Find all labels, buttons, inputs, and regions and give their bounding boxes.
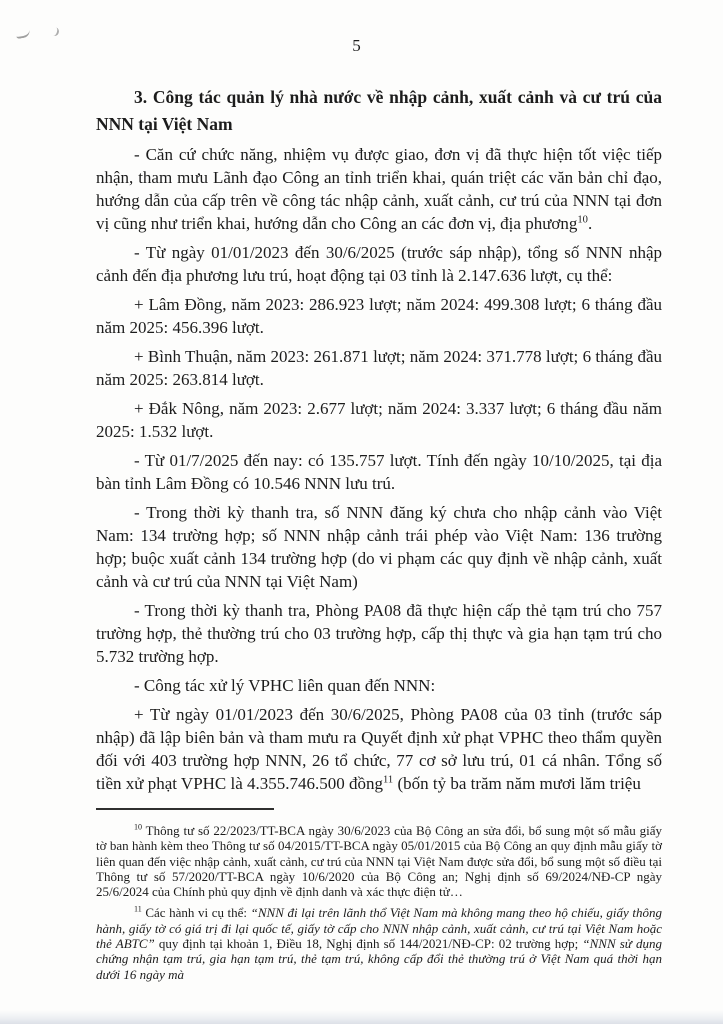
paragraph xyxy=(96,397,662,443)
paragraph xyxy=(96,449,662,495)
footnote-text: Các hành vi cụ thể: xyxy=(145,905,251,921)
paragraph-text: - Trong thời kỳ thanh tra, số NNN đăng ký chưa cho nhập cảnh vào Việt Nam: 134 trường hợp; số NNN nhập cảnh trái phép vào Việt Nam: 136 trường hợp; buộc xuất cảnh 134 trường hợp (do vi phạm các quy định về nhập cảnh, xuất cảnh và cư trú của NNN tại Việt Nam) xyxy=(96,503,662,591)
document-body xyxy=(96,84,662,801)
paragraph-text: (bốn tỷ ba trăm năm mươi lăm triệu xyxy=(393,774,641,793)
footnote xyxy=(96,905,662,981)
footnote-ref: 10 xyxy=(577,214,588,226)
footnote-text: “NNN đi lại trên lãnh thổ Việt Nam mà không mang theo hộ chiếu, giấy thông hành, giấy tờ có giá trị đi lại quốc tế, giấy tờ cấp cho NNN nhập cảnh, xuất cảnh, cư trú tại Việt Nam hoặc thẻ ABTC” xyxy=(96,905,662,952)
footnotes-block xyxy=(96,823,662,988)
paragraph-text: - Từ 01/7/2025 đến nay: có 135.757 lượt. Tính đến ngày 10/10/2025, tại địa bàn tỉnh Lâm Đồng có 10.546 NNN lưu trú. xyxy=(96,451,662,493)
paragraph xyxy=(96,293,662,339)
scan-artifact-band xyxy=(0,1010,723,1024)
paragraph xyxy=(96,241,662,287)
footnote-marker: 10 xyxy=(134,822,143,832)
paragraph-text: + Từ ngày 01/01/2023 đến 30/6/2025, Phòng PA08 của 03 tỉnh (trước sáp nhập) đã lập biên bản và tham mưu ra Quyết định xử phạt VPHC theo thẩm quyền đối với 403 trường hợp NNN, 26 tổ chức, 77 cơ sở lưu trú, 01 cá nhân. Tổng số tiền xử phạt VPHC là 4.355.746.500 đồng xyxy=(96,705,662,793)
footnote-text: quy định tại khoản 1, Điều 18, Nghị định số 144/2021/NĐ-CP: 02 trường hợp; xyxy=(154,936,583,952)
paragraph-text: - Căn cứ chức năng, nhiệm vụ được giao, đơn vị đã thực hiện tốt việc tiếp nhận, tham mưu Lãnh đạo Công an tỉnh triển khai, quán triệt các văn bản chỉ đạo, hướng dẫn của cấp trên về công tác nhập cảnh, xuất cảnh, cư trú của NNN tại đơn vị cũng như triển khai, hướng dẫn cho Công an các đơn vị, địa phương xyxy=(96,145,662,233)
paragraph xyxy=(96,345,662,391)
section-heading: 3. Công tác quản lý nhà nước về nhập cảnh, xuất cảnh và cư trú của NNN tại Việt Nam xyxy=(96,87,662,134)
footnote-separator xyxy=(96,808,274,810)
body-paragraphs xyxy=(96,143,662,795)
paragraph-text: - Từ ngày 01/01/2023 đến 30/6/2025 (trước sáp nhập), tổng số NNN nhập cảnh đến địa phương lưu trú, hoạt động tại 03 tỉnh là 2.147.636 lượt, cụ thể: xyxy=(96,243,662,285)
footnote-text: Thông tư số 22/2023/TT-BCA ngày 30/6/2023 của Bộ Công an sửa đổi, bổ sung một số mẫu giấy tờ ban hành kèm theo Thông tư số 04/2015/TT-BCA ngày 05/01/2015 của Bộ Công an quy định mẫu giấy tờ liên quan đến việc nhập cảnh, xuất cảnh, cư trú của NNN tại Việt Nam được sửa đổi, bổ sung một số điều tại Thông tư số 57/2020/TT-BCA ngày 10/6/2020 của Bộ Công an; Nghị định số 69/2024/NĐ-CP ngày 25/6/2024 của Chính phủ quy định về định danh và xác thực điện tử… xyxy=(96,823,663,900)
paragraph-text: - Công tác xử lý VPHC liên quan đến NNN: xyxy=(134,676,436,695)
paragraph xyxy=(96,501,662,593)
footnote-text: “NNN sử dụng chứng nhận tạm trú, gia hạn tạm trú, thẻ tạm trú, không cấp đổi thẻ thường trú ở Việt Nam quá thời hạn dưới 16 ngày mà xyxy=(96,936,662,982)
paragraph-text: + Bình Thuận, năm 2023: 261.871 lượt; năm 2024: 371.778 lượt; 6 tháng đầu năm 2025: 263.814 lượt. xyxy=(96,347,662,389)
footnote-marker: 11 xyxy=(134,905,142,915)
paragraph-text: + Lâm Đồng, năm 2023: 286.923 lượt; năm 2024: 499.308 lượt; 6 tháng đầu năm 2025: 456.396 lượt. xyxy=(96,295,662,337)
paragraph-text: + Đắk Nông, năm 2023: 2.677 lượt; năm 2024: 3.337 lượt; 6 tháng đầu năm 2025: 1.532 lượt. xyxy=(96,399,662,441)
page-number: 5 xyxy=(352,36,361,55)
paragraph xyxy=(96,703,662,795)
paragraph-text: - Trong thời kỳ thanh tra, Phòng PA08 đã thực hiện cấp thẻ tạm trú cho 757 trường hợp, thẻ thường trú cho 03 trường hợp, cấp thị thực và gia hạn tạm trú cho 5.732 trường hợp. xyxy=(96,601,662,666)
paragraph xyxy=(96,599,662,668)
footnote-ref: 11 xyxy=(383,774,394,786)
paragraph-text: . xyxy=(587,214,593,233)
paragraph xyxy=(96,674,662,697)
paragraph xyxy=(96,143,662,235)
footnote xyxy=(96,823,662,899)
